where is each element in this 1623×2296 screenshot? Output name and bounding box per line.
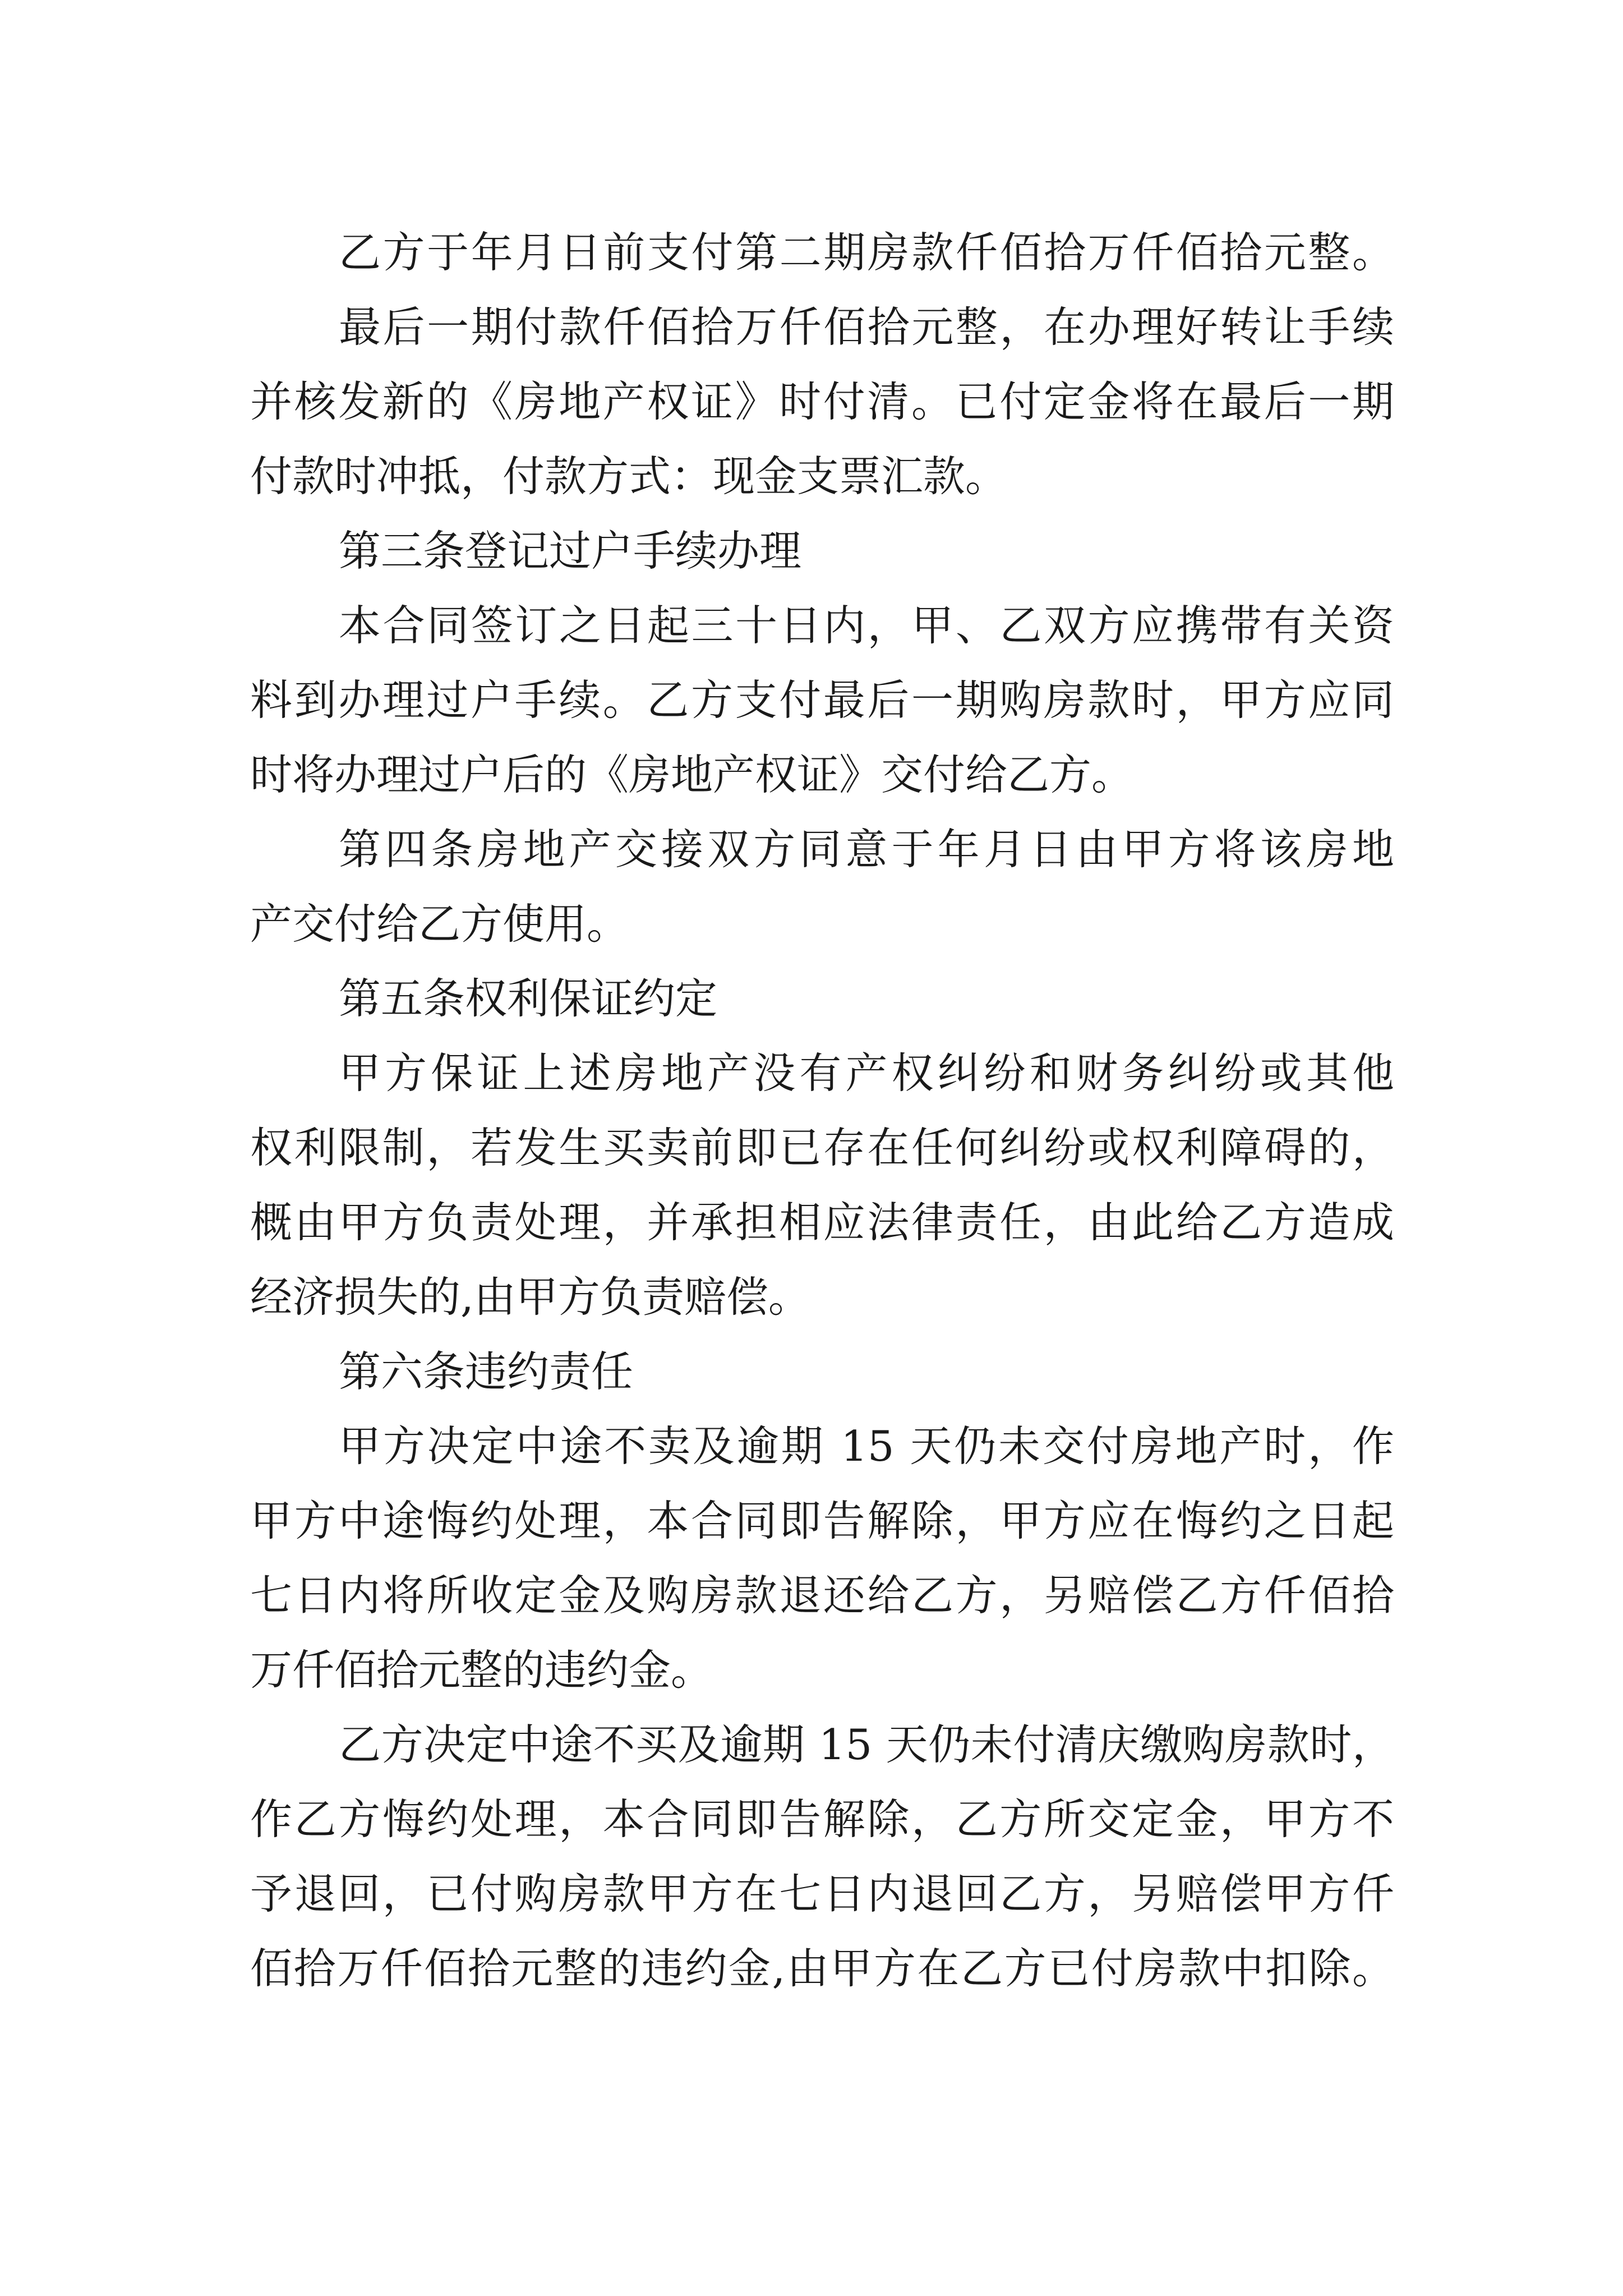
paragraph-line: 乙方于年月日前支付第二期房款仟佰拾万仟佰拾元整。 xyxy=(339,228,1394,277)
paragraph-line: 万仟佰拾元整的违约金。 xyxy=(250,1645,713,1695)
section-heading: 第六条违约责任 xyxy=(339,1347,634,1396)
paragraph-line: 经济损失的,由甲方负责赔偿。 xyxy=(250,1272,810,1322)
paragraph-line: 作乙方悔约处理，本合同即告解除，乙方所交定金，甲方不 xyxy=(250,1795,1394,1844)
paragraph-line: 予退回，已付购房款甲方在七日内退回乙方，另赔偿甲方仟 xyxy=(250,1869,1394,1918)
paragraph-line: 本合同签订之日起三十日内，甲、乙双方应携带有关资 xyxy=(339,601,1394,650)
paragraph-line: 最后一期付款仟佰拾万仟佰拾元整，在办理好转让手续 xyxy=(339,302,1394,352)
section-heading: 第三条登记过户手续办理 xyxy=(339,526,802,576)
paragraph-line: 时将办理过户后的《房地产权证》交付给乙方。 xyxy=(250,750,1134,799)
paragraph-line: 七日内将所收定金及购房款退还给乙方，另赔偿乙方仟佰拾 xyxy=(250,1571,1394,1620)
paragraph-line: 乙方决定中途不买及逾期 15 天仍未付清庆缴购房款时， xyxy=(339,1720,1394,1769)
paragraph-line: 概由甲方负责处理，并承担相应法律责任，由此给乙方造成 xyxy=(250,1198,1394,1247)
paragraph-line: 甲方保证上述房地产没有产权纠纷和财务纠纷或其他 xyxy=(339,1048,1394,1098)
paragraph-line: 甲方中途悔约处理，本合同即告解除，甲方应在悔约之日起 xyxy=(250,1496,1394,1545)
paragraph-line: 权利限制，若发生买卖前即已存在任何纠纷或权利障碍的， xyxy=(250,1123,1394,1172)
paragraph-line: 付款时冲抵，付款方式：现金支票汇款。 xyxy=(250,452,1008,501)
paragraph-line: 并核发新的《房地产权证》时付清。已付定金将在最后一期 xyxy=(250,377,1394,426)
paragraph-line: 甲方决定中途不卖及逾期 15 天仍未交付房地产时，作 xyxy=(339,1421,1394,1471)
paragraph-line: 第四条房地产交接双方同意于年月日由甲方将该房地 xyxy=(339,825,1394,874)
paragraph-line: 佰拾万仟佰拾元整的违约金,由甲方在乙方已付房款中扣除。 xyxy=(250,1944,1394,1993)
paragraph-line: 料到办理过户手续。乙方支付最后一期购房款时，甲方应同 xyxy=(250,675,1394,725)
paragraph-line: 产交付给乙方使用。 xyxy=(250,899,629,949)
section-heading: 第五条权利保证约定 xyxy=(339,974,718,1023)
